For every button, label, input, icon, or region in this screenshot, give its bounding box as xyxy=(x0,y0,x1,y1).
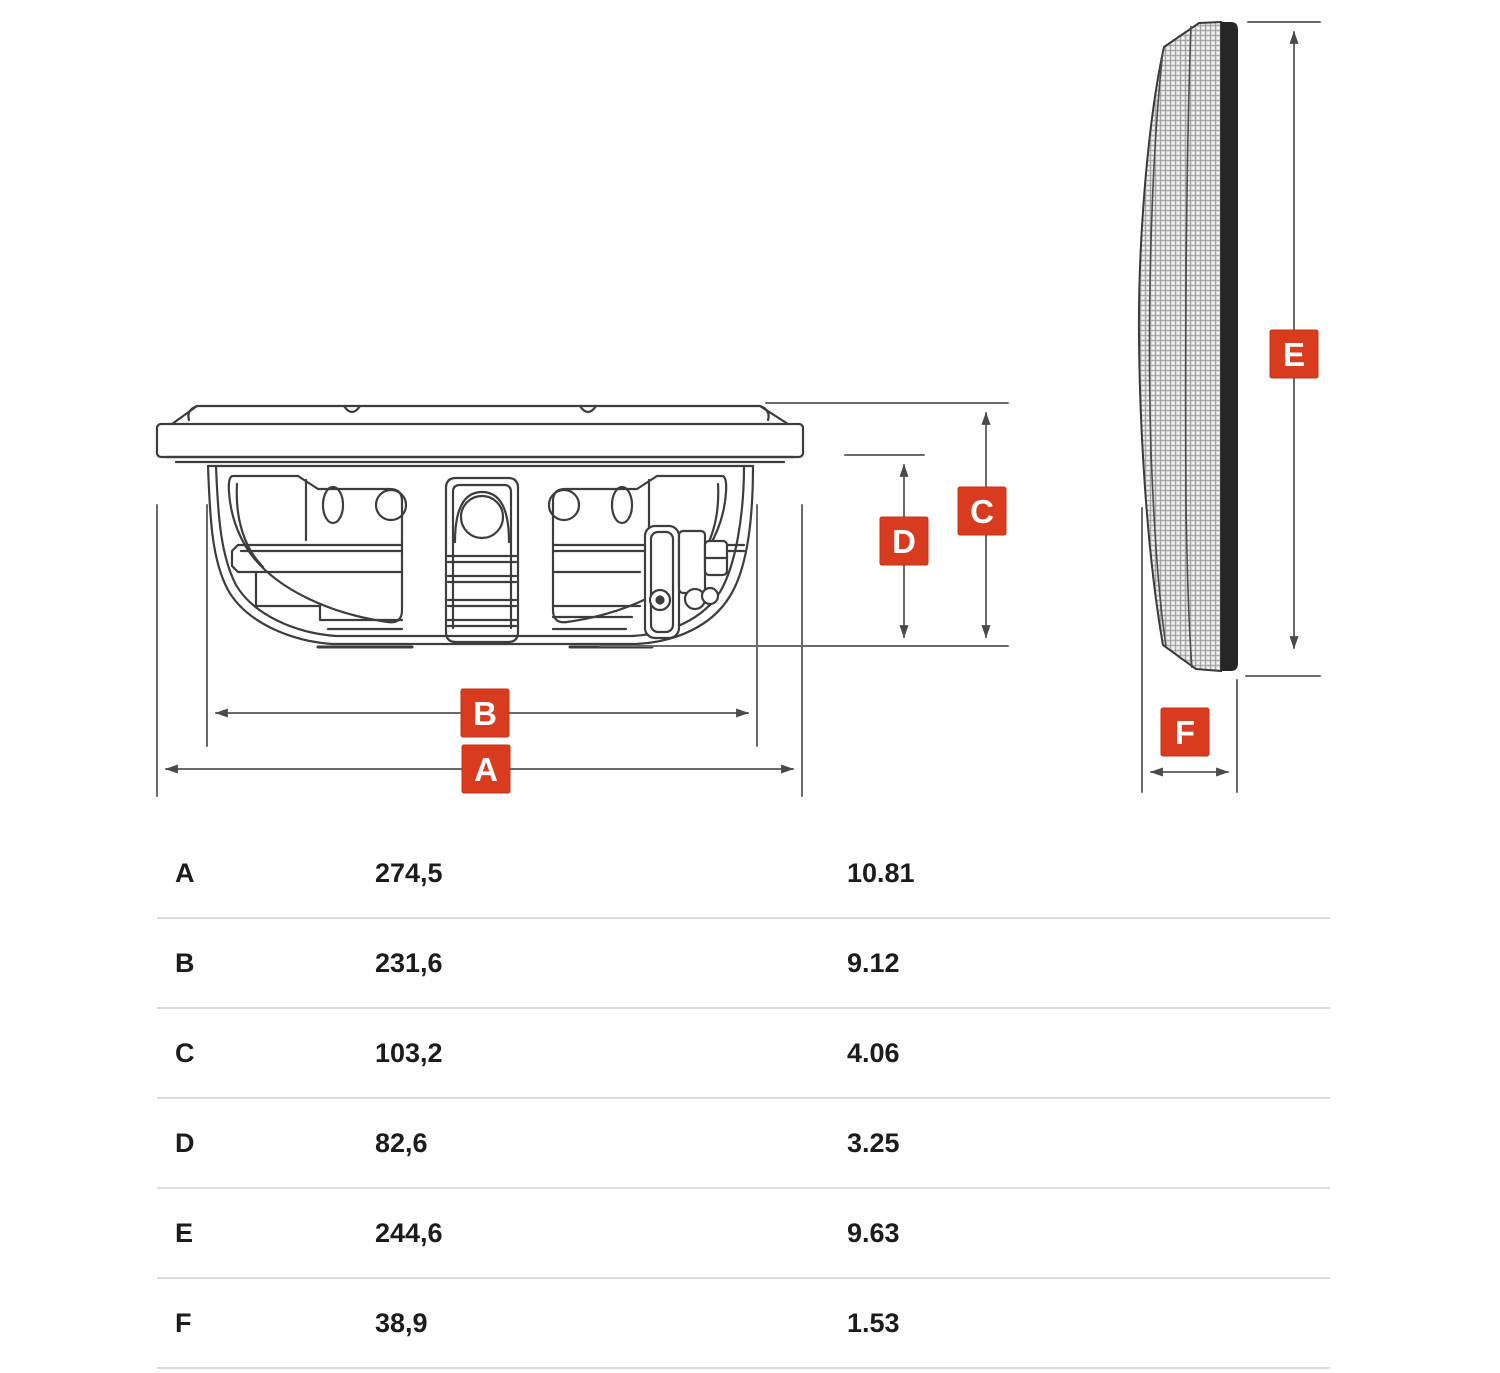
dim-label-e xyxy=(1270,330,1318,378)
dim-mm-value: 244,6 xyxy=(375,1217,443,1248)
grille-back-strip xyxy=(1221,22,1238,671)
table-row xyxy=(157,1279,1330,1369)
dimensions-table xyxy=(157,829,1330,1369)
grille-mesh xyxy=(1139,22,1221,671)
dim-inch-value: 4.06 xyxy=(847,1037,900,1068)
dim-label-c-text: C xyxy=(970,493,994,530)
dim-letter: C xyxy=(175,1037,195,1068)
dim-letter: D xyxy=(175,1127,195,1158)
center-strut xyxy=(446,478,518,642)
dim-label-a-text: A xyxy=(474,751,498,788)
dim-label-f xyxy=(1161,708,1209,756)
dim-mm-value: 38,9 xyxy=(375,1307,428,1338)
dim-inch-value: 9.12 xyxy=(847,947,900,978)
dim-letter: B xyxy=(175,947,195,978)
table-row xyxy=(157,1099,1330,1189)
dim-label-f-text: F xyxy=(1174,714,1196,751)
dim-label-b-text: B xyxy=(473,695,497,732)
dim-inch-value: 9.63 xyxy=(847,1217,900,1248)
dim-inch-value: 10.81 xyxy=(847,857,915,888)
dim-label-c xyxy=(958,487,1006,535)
dim-inch-value: 3.25 xyxy=(847,1127,900,1158)
dim-inch-value: 1.53 xyxy=(847,1307,900,1338)
dim-label-a xyxy=(462,745,510,793)
dim-label-d-text: D xyxy=(892,523,916,560)
table-row xyxy=(157,829,1330,919)
dim-letter: F xyxy=(175,1307,192,1338)
dim-label-b xyxy=(461,689,509,737)
dim-mm-value: 231,6 xyxy=(375,947,443,978)
dim-label-d xyxy=(880,517,928,565)
mounting-flange xyxy=(157,406,803,466)
dim-letter: A xyxy=(175,857,195,888)
speaker-cross-section xyxy=(157,406,803,647)
dim-letter: E xyxy=(175,1217,194,1248)
dim-mm-value: 82,6 xyxy=(375,1127,428,1158)
table-row xyxy=(157,1189,1330,1279)
table-row xyxy=(157,1009,1330,1099)
dim-label-e-text: E xyxy=(1282,336,1306,373)
table-row xyxy=(157,919,1330,1009)
grille-side-profile xyxy=(1139,22,1238,671)
dim-mm-value: 103,2 xyxy=(375,1037,443,1068)
basket-shelf-left xyxy=(232,545,402,629)
dim-mm-value: 274,5 xyxy=(375,857,443,888)
